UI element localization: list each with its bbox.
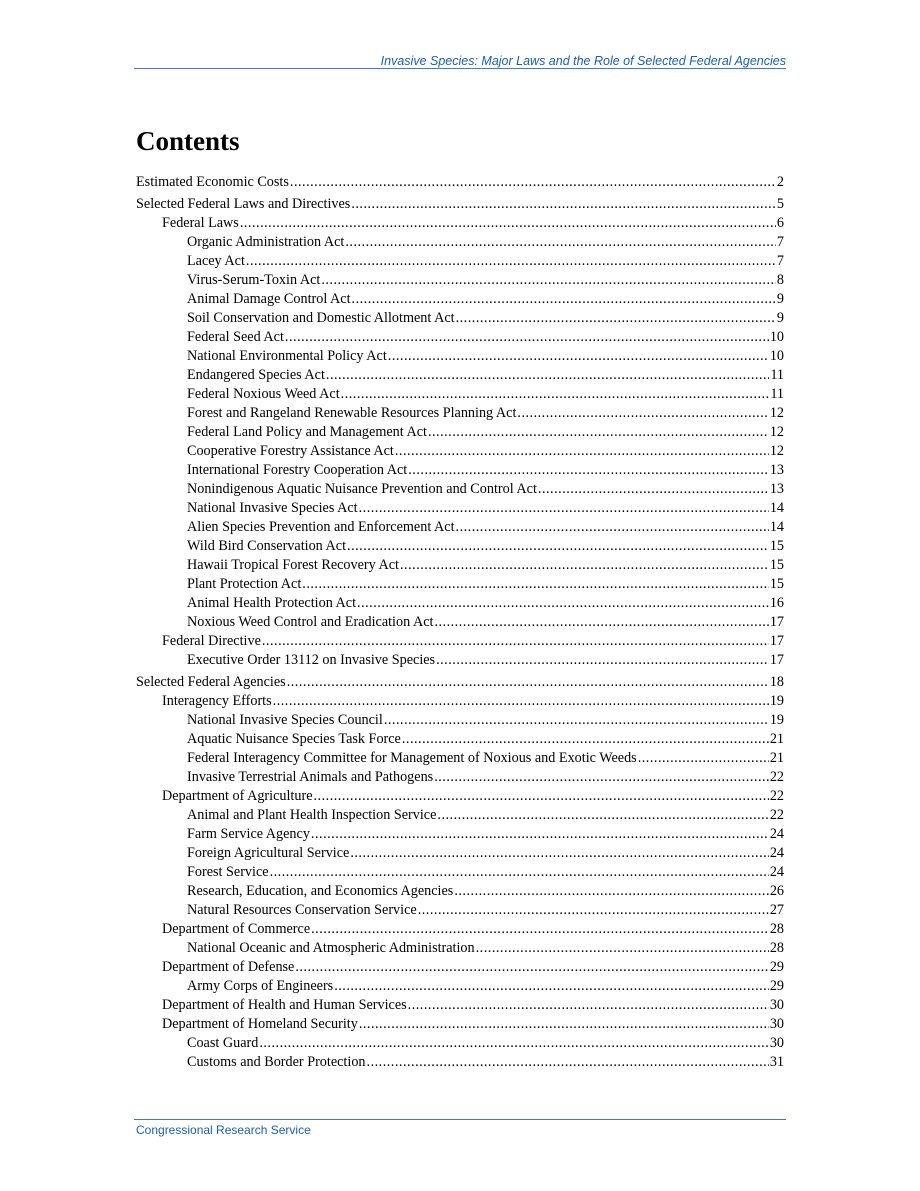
- toc-dot-leader: [352, 290, 776, 309]
- toc-entry-title: Interagency Efforts: [162, 693, 272, 709]
- toc-entry-page: 9: [776, 310, 784, 326]
- toc-entry-page: 15: [769, 576, 784, 592]
- toc-entry-page: 27: [769, 902, 784, 918]
- toc-entry-page: 30: [769, 1035, 784, 1051]
- toc-entry-title: Farm Service Agency: [187, 826, 310, 842]
- toc-dot-leader: [314, 787, 769, 806]
- toc-entry-title: Customs and Border Protection: [187, 1054, 366, 1070]
- toc-dot-leader: [285, 328, 769, 347]
- toc-entry-title: Federal Laws: [162, 215, 239, 231]
- toc-dot-leader: [454, 882, 768, 901]
- toc-entry-page: 24: [769, 845, 784, 861]
- toc-entry-title: Lacey Act: [187, 253, 245, 269]
- toc-entry[interactable]: [136, 518, 784, 537]
- toc-dot-leader: [437, 806, 768, 825]
- toc-entry-page: 7: [776, 253, 784, 269]
- toc-entry-title: Federal Directive: [162, 633, 261, 649]
- toc-dot-leader: [400, 556, 769, 575]
- toc-entry-page: 19: [769, 712, 784, 728]
- toc-entry-title: Forest and Rangeland Renewable Resources Planning Act: [187, 405, 517, 421]
- toc-entry[interactable]: [136, 844, 784, 863]
- toc-entry[interactable]: [136, 480, 784, 499]
- toc-entry-title: Selected Federal Agencies: [136, 674, 286, 690]
- toc-dot-leader: [395, 442, 769, 461]
- toc-entry[interactable]: [136, 1015, 784, 1034]
- toc-dot-leader: [246, 252, 776, 271]
- toc-entry-title: National Environmental Policy Act: [187, 348, 387, 364]
- toc-entry[interactable]: [136, 692, 784, 711]
- toc-entry[interactable]: [136, 499, 784, 518]
- table-of-contents: [136, 173, 784, 1072]
- toc-entry-title: International Forestry Cooperation Act: [187, 462, 408, 478]
- toc-entry-page: 21: [769, 731, 784, 747]
- toc-dot-leader: [259, 1034, 768, 1053]
- toc-entry-title: Nonindigenous Aquatic Nuisance Prevention and Control Act: [187, 481, 537, 497]
- toc-entry-title: Virus-Serum-Toxin Act: [187, 272, 321, 288]
- toc-entry-page: 17: [769, 652, 784, 668]
- toc-entry-page: 22: [769, 788, 784, 804]
- toc-entry[interactable]: [136, 214, 784, 233]
- toc-entry-title: Estimated Economic Costs: [136, 174, 289, 190]
- toc-entry-page: 2: [776, 174, 784, 190]
- toc-dot-leader: [436, 651, 769, 670]
- toc-entry[interactable]: [136, 575, 784, 594]
- toc-entry-title: Natural Resources Conservation Service: [187, 902, 417, 918]
- toc-entry-title: Animal Damage Control Act: [187, 291, 351, 307]
- toc-entry[interactable]: [136, 996, 784, 1015]
- toc-entry[interactable]: [136, 366, 784, 385]
- toc-entry-title: Federal Noxious Weed Act: [187, 386, 340, 402]
- toc-entry[interactable]: [136, 730, 784, 749]
- toc-entry-title: Plant Protection Act: [187, 576, 302, 592]
- toc-entry[interactable]: [136, 749, 784, 768]
- toc-dot-leader: [434, 613, 768, 632]
- footer-rule: [134, 1119, 786, 1120]
- toc-dot-leader: [287, 673, 769, 692]
- toc-entry-page: 30: [769, 997, 784, 1013]
- toc-dot-leader: [388, 347, 769, 366]
- toc-entry[interactable]: [136, 195, 784, 214]
- toc-entry-title: Department of Homeland Security: [162, 1016, 358, 1032]
- toc-dot-leader: [517, 404, 768, 423]
- toc-dot-leader: [326, 366, 769, 385]
- toc-entry[interactable]: [136, 768, 784, 787]
- toc-entry-title: Federal Land Policy and Management Act: [187, 424, 427, 440]
- toc-entry[interactable]: [136, 271, 784, 290]
- toc-entry-title: National Oceanic and Atmospheric Administration: [187, 940, 475, 956]
- toc-entry[interactable]: [136, 787, 784, 806]
- toc-entry-title: Wild Bird Conservation Act: [187, 538, 347, 554]
- toc-entry-page: 12: [769, 424, 784, 440]
- toc-entry-title: Army Corps of Engineers: [187, 978, 334, 994]
- toc-entry-page: 22: [769, 769, 784, 785]
- toc-entry[interactable]: [136, 673, 784, 692]
- toc-entry[interactable]: [136, 233, 784, 252]
- toc-entry-page: 8: [776, 272, 784, 288]
- toc-dot-leader: [350, 844, 768, 863]
- toc-entry-title: Department of Health and Human Services: [162, 997, 407, 1013]
- toc-entry-title: Foreign Agricultural Service: [187, 845, 350, 861]
- toc-entry[interactable]: [136, 290, 784, 309]
- toc-entry[interactable]: [136, 977, 784, 996]
- toc-dot-leader: [408, 461, 769, 480]
- running-header: Invasive Species: Major Laws and the Role of Selected Federal Agencies: [380, 54, 786, 68]
- toc-dot-leader: [434, 768, 769, 787]
- toc-entry-page: 24: [769, 826, 784, 842]
- toc-dot-leader: [351, 195, 776, 214]
- toc-entry-page: 16: [769, 595, 784, 611]
- toc-entry-title: Department of Defense: [162, 959, 295, 975]
- toc-entry-page: 9: [776, 291, 784, 307]
- toc-entry-page: 12: [769, 443, 784, 459]
- toc-entry[interactable]: [136, 613, 784, 632]
- toc-entry-title: Department of Commerce: [162, 921, 311, 937]
- toc-entry[interactable]: [136, 328, 784, 347]
- toc-dot-leader: [357, 594, 769, 613]
- toc-entry[interactable]: [136, 901, 784, 920]
- toc-entry-title: Department of Agriculture: [162, 788, 313, 804]
- toc-dot-leader: [240, 214, 776, 233]
- toc-entry-title: National Invasive Species Council: [187, 712, 383, 728]
- toc-entry-page: 22: [769, 807, 784, 823]
- toc-entry-page: 13: [769, 481, 784, 497]
- toc-entry[interactable]: [136, 806, 784, 825]
- toc-entry[interactable]: [136, 711, 784, 730]
- toc-dot-leader: [402, 730, 769, 749]
- toc-entry-title: Soil Conservation and Domestic Allotment Act: [187, 310, 455, 326]
- toc-entry-page: 10: [769, 329, 784, 345]
- toc-entry-page: 14: [769, 519, 784, 535]
- toc-entry[interactable]: [136, 309, 784, 328]
- toc-entry-title: Aquatic Nuisance Species Task Force: [187, 731, 401, 747]
- toc-entry-title: Selected Federal Laws and Directives: [136, 196, 351, 212]
- toc-entry[interactable]: [136, 863, 784, 882]
- toc-entry-page: 24: [769, 864, 784, 880]
- toc-dot-leader: [341, 385, 770, 404]
- toc-entry-title: Research, Education, and Economics Agencies: [187, 883, 454, 899]
- toc-dot-leader: [408, 996, 769, 1015]
- toc-entry-page: 5: [776, 196, 784, 212]
- toc-entry-page: 29: [769, 959, 784, 975]
- toc-entry-title: Federal Seed Act: [187, 329, 284, 345]
- toc-entry[interactable]: [136, 651, 784, 670]
- toc-entry-title: National Invasive Species Act: [187, 500, 358, 516]
- toc-entry-page: 10: [769, 348, 784, 364]
- toc-entry[interactable]: [136, 423, 784, 442]
- toc-entry-page: 21: [769, 750, 784, 766]
- toc-dot-leader: [418, 901, 769, 920]
- toc-entry[interactable]: [136, 173, 784, 192]
- toc-dot-leader: [273, 692, 769, 711]
- toc-entry-page: 26: [769, 883, 784, 899]
- toc-dot-leader: [638, 749, 769, 768]
- toc-entry[interactable]: [136, 404, 784, 423]
- toc-dot-leader: [302, 575, 769, 594]
- toc-dot-leader: [476, 939, 769, 958]
- toc-dot-leader: [270, 863, 769, 882]
- toc-entry-title: Noxious Weed Control and Eradication Act: [187, 614, 434, 630]
- toc-dot-leader: [334, 977, 769, 996]
- toc-entry-page: 13: [769, 462, 784, 478]
- toc-dot-leader: [321, 271, 776, 290]
- toc-entry-page: 12: [769, 405, 784, 421]
- toc-dot-leader: [345, 233, 776, 252]
- toc-entry-title: Hawaii Tropical Forest Recovery Act: [187, 557, 399, 573]
- toc-entry[interactable]: [136, 632, 784, 651]
- toc-dot-leader: [311, 920, 769, 939]
- toc-dot-leader: [538, 480, 769, 499]
- header-rule: [134, 68, 786, 69]
- toc-entry-page: 17: [769, 633, 784, 649]
- toc-entry-page: 7: [776, 234, 784, 250]
- toc-dot-leader: [359, 499, 769, 518]
- toc-entry-title: Forest Service: [187, 864, 269, 880]
- toc-entry-page: 14: [769, 500, 784, 516]
- toc-entry-title: Animal and Plant Health Inspection Service: [187, 807, 437, 823]
- toc-entry-title: Animal Health Protection Act: [187, 595, 357, 611]
- toc-entry-page: 29: [769, 978, 784, 994]
- toc-entry-page: 15: [769, 538, 784, 554]
- toc-dot-leader: [311, 825, 769, 844]
- toc-entry-page: 30: [769, 1016, 784, 1032]
- toc-entry[interactable]: [136, 252, 784, 271]
- toc-entry[interactable]: [136, 1053, 784, 1072]
- toc-dot-leader: [428, 423, 769, 442]
- toc-entry-title: Coast Guard: [187, 1035, 259, 1051]
- toc-entry[interactable]: [136, 825, 784, 844]
- toc-dot-leader: [456, 518, 769, 537]
- toc-dot-leader: [295, 958, 768, 977]
- toc-dot-leader: [262, 632, 769, 651]
- toc-entry-title: Alien Species Prevention and Enforcement Act: [187, 519, 455, 535]
- toc-entry[interactable]: [136, 882, 784, 901]
- toc-entry-page: 15: [769, 557, 784, 573]
- toc-entry-title: Executive Order 13112 on Invasive Species: [187, 652, 436, 668]
- toc-dot-leader: [384, 711, 769, 730]
- toc-entry[interactable]: [136, 537, 784, 556]
- toc-entry-page: 31: [769, 1054, 784, 1070]
- toc-entry[interactable]: [136, 385, 784, 404]
- toc-entry[interactable]: [136, 556, 784, 575]
- toc-dot-leader: [367, 1053, 769, 1072]
- toc-entry-page: 11: [770, 367, 784, 383]
- toc-entry-page: 28: [769, 921, 784, 937]
- toc-entry-page: 18: [769, 674, 784, 690]
- toc-entry-page: 6: [776, 215, 784, 231]
- toc-dot-leader: [290, 173, 776, 192]
- toc-entry[interactable]: [136, 442, 784, 461]
- toc-entry-page: 17: [769, 614, 784, 630]
- toc-dot-leader: [359, 1015, 769, 1034]
- toc-entry[interactable]: [136, 594, 784, 613]
- toc-entry[interactable]: [136, 920, 784, 939]
- toc-entry-page: 19: [769, 693, 784, 709]
- toc-dot-leader: [456, 309, 776, 328]
- toc-entry[interactable]: [136, 461, 784, 480]
- toc-dot-leader: [347, 537, 769, 556]
- page-title: Contents: [136, 126, 240, 156]
- toc-entry-title: Invasive Terrestrial Animals and Pathogens: [187, 769, 434, 785]
- toc-entry-page: 28: [769, 940, 784, 956]
- toc-entry[interactable]: [136, 347, 784, 366]
- footer-organization: Congressional Research Service: [136, 1123, 311, 1137]
- toc-entry[interactable]: [136, 1034, 784, 1053]
- toc-entry[interactable]: [136, 958, 784, 977]
- toc-entry[interactable]: [136, 939, 784, 958]
- toc-entry-title: Cooperative Forestry Assistance Act: [187, 443, 394, 459]
- toc-entry-title: Endangered Species Act: [187, 367, 325, 383]
- toc-entry-title: Federal Interagency Committee for Management of Noxious and Exotic Weeds: [187, 750, 637, 766]
- toc-entry-page: 11: [770, 386, 784, 402]
- toc-entry-title: Organic Administration Act: [187, 234, 345, 250]
